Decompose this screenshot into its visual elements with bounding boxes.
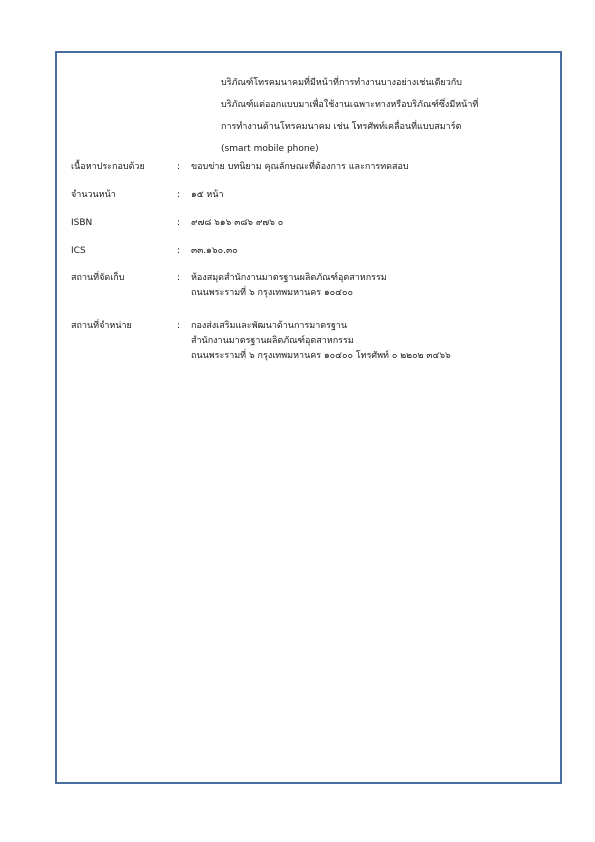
value-line: สำนักงานมาตรฐานผลิตภัณฑ์อุตสาหกรรม (191, 336, 354, 346)
field-label: ISBN (71, 218, 93, 228)
value-line: ๙๗๘ ๖๑๖ ๓๘๖ ๙๗๖ ๐ (191, 218, 284, 228)
field-value (191, 319, 451, 364)
field-value (191, 271, 387, 301)
intro-line: บริภัณฑ์แต่ออกแบบมาเพื่อใช้งานเฉพาะทางหรือบริภัณฑ์ซึ่งมีหน้าที่ (221, 100, 479, 110)
value-line: ขอบข่าย บทนิยาม คุณลักษณะที่ต้องการ และการทดสอบ (191, 162, 409, 172)
field-colon: : (177, 246, 181, 256)
field-colon: : (177, 162, 181, 172)
value-line: ถนนพระรามที่ ๖ กรุงเทพมหานคร ๑๐๔๐๐ (191, 288, 353, 298)
field-colon: : (177, 190, 181, 200)
value-line: กองส่งเสริมและพัฒนาด้านการมาตรฐาน (191, 321, 348, 331)
field-colon: : (177, 218, 181, 228)
intro-line: บริภัณฑ์โทรคมนาคมที่มีหน้าที่การทำงานบางอย่างเช่นเดียวกับ (221, 78, 462, 88)
field-value (191, 244, 238, 259)
intro-paragraph (221, 72, 541, 160)
field-label: เนื้อหาประกอบด้วย (71, 162, 145, 172)
field-label: สถานที่จำหน่าย (71, 321, 132, 331)
value-line: ๓๓.๑๖๐.๓๐ (191, 246, 238, 256)
field-value (191, 160, 409, 175)
field-colon: : (177, 273, 181, 283)
value-line: ถนนพระรามที่ ๖ กรุงเทพมหานคร ๑๐๔๐๐ โทรศัพท์ ๐ ๒๒๐๒ ๓๔๖๖ (191, 351, 451, 361)
field-value (191, 188, 224, 203)
field-label: จำนวนหน้า (71, 190, 116, 200)
intro-line: (smart mobile phone) (221, 144, 319, 154)
field-label: ICS (71, 246, 86, 256)
field-label: สถานที่จัดเก็บ (71, 273, 125, 283)
intro-line: การทำงานด้านโทรคมนาคม เช่น โทรศัพท์เคลื่อนที่แบบสมาร์ต (221, 122, 462, 132)
value-line: ห้องสมุดสำนักงานมาตรฐานผลิตภัณฑ์อุตสาหกรรม (191, 273, 387, 283)
value-line: ๑๕ หน้า (191, 190, 224, 200)
field-colon: : (177, 321, 181, 331)
field-value (191, 216, 283, 231)
